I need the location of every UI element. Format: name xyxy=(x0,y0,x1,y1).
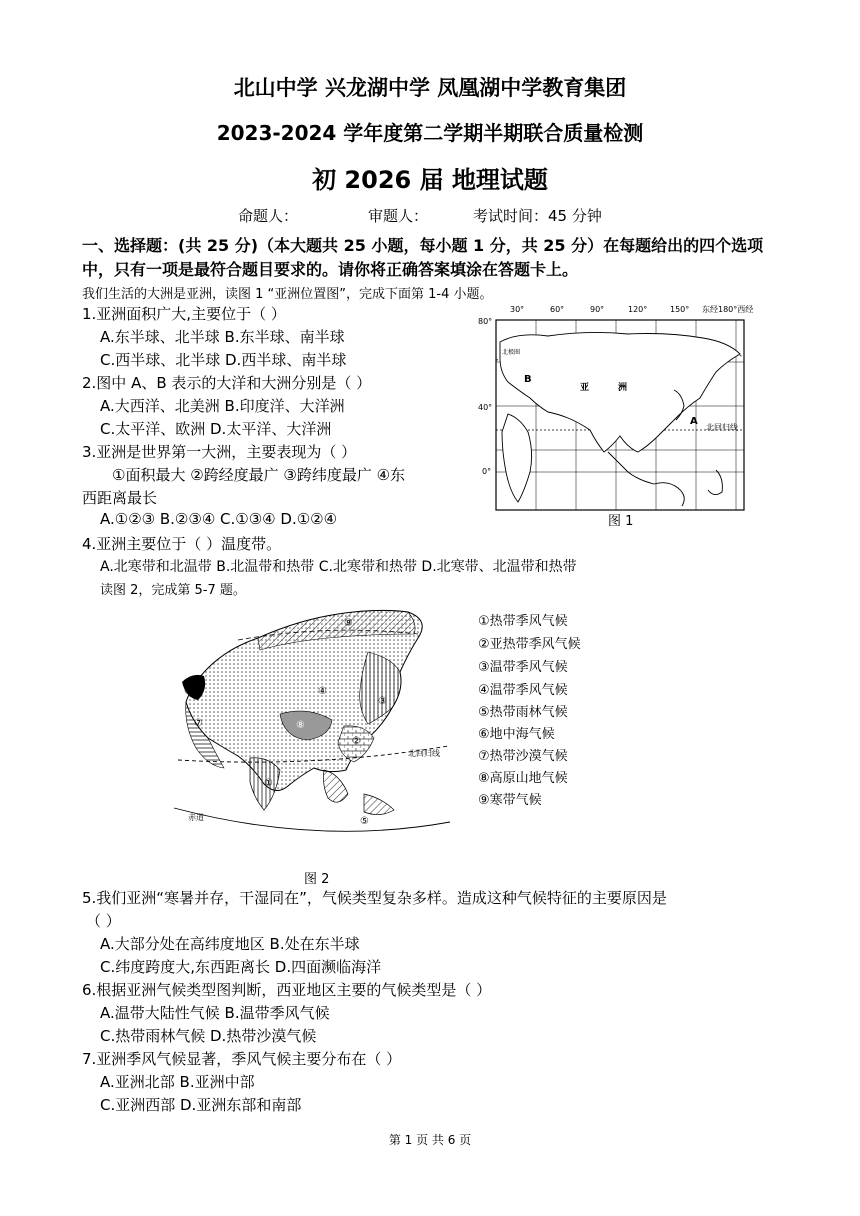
q3-statements-1: ①面积最大 ②跨经度最广 ③跨纬度最广 ④东 xyxy=(112,466,406,484)
legend-item-6: ⑥地中海气候 xyxy=(478,727,555,742)
legend-item-9: ⑨寒带气候 xyxy=(478,793,542,808)
q4-stem: 4.亚洲主要位于（ ）温度带。 xyxy=(82,535,282,553)
fig1-lat-80: 80° xyxy=(478,317,493,326)
time-label: 考试时间：45 分钟 xyxy=(473,207,602,225)
fig2-equator-label: 赤道 xyxy=(188,813,204,822)
fig2-marker-4: ④ xyxy=(318,686,327,697)
q6-stem: 6.根据亚洲气候类型图判断，西亚地区主要的气候类型是（ ） xyxy=(82,981,492,999)
fig1-lon-60: 60° xyxy=(550,305,565,314)
q5-options-1: A.大部分处在高纬度地区 B.处在东半球 xyxy=(100,935,360,953)
section-heading-line2: 中，只有一项是最符合题目要求的。请你将正确答案填涂在答题卡上。 xyxy=(82,260,579,279)
legend-item-5: ⑤热带雨林气候 xyxy=(478,705,568,720)
fig1-lat-40: 40° xyxy=(478,403,493,412)
figure1-caption: 图 1 xyxy=(608,514,634,529)
fig1-tropic-label: 北回归线 xyxy=(706,423,738,432)
legend-item-2: ②亚热带季风气候 xyxy=(478,637,581,652)
fig1-label-asia-2: 洲 xyxy=(618,383,628,393)
intro-fig1: 我们生活的大洲是亚洲，读图 1 “亚洲位置图”，完成下面第 1-4 小题。 xyxy=(82,287,493,302)
fig2-marker-2: ② xyxy=(352,736,361,747)
fig1-lon-90: 90° xyxy=(590,305,605,314)
q5-options-2: C.纬度跨度大,东西距离长 D.四面濒临海洋 xyxy=(100,958,382,976)
q2-stem: 2.图中 A、B 表示的大洋和大洲分别是（ ） xyxy=(82,374,372,392)
q3-statements-2: 西距离最长 xyxy=(82,489,158,507)
q4-options: A.北寒带和北温带 B.北温带和热带 C.北寒带和热带 D.北寒带、北温带和热带 xyxy=(100,559,577,575)
legend-item-7: ⑦热带沙漠气候 xyxy=(478,749,568,764)
fig2-marker-9: ⑨ xyxy=(344,618,353,629)
fig2-marker-6: ⑥ xyxy=(184,686,193,697)
q3-options: A.①②③ B.②③④ C.①③④ D.①②④ xyxy=(100,510,338,528)
figure1-asia-location-map xyxy=(478,302,754,514)
fig1-lon-180: 东经180°西经 xyxy=(702,305,754,314)
legend-item-4: ④温带季风气候 xyxy=(478,683,568,698)
legend-item-8: ⑧高原山地气候 xyxy=(478,771,568,786)
fig1-lon-150: 150° xyxy=(670,305,690,314)
exam-title: 初 2026 届 地理试题 xyxy=(312,166,548,194)
q7-stem: 7.亚洲季风气候显著，季风气候主要分布在（ ） xyxy=(82,1050,402,1068)
fig1-label-b: B xyxy=(524,374,532,385)
legend-item-3: ③温带季风气候 xyxy=(478,660,568,675)
reviewer-label: 审题人： xyxy=(368,207,429,225)
fig1-lon-120: 120° xyxy=(628,305,648,314)
q3-stem: 3.亚洲是世界第一大洲，主要表现为（ ） xyxy=(82,443,357,461)
page-number: 第 1 页 共 6 页 xyxy=(388,1133,472,1147)
section-heading-line1: 一、选择题：(共 25 分)（本大题共 25 小题，每小题 1 分，共 25 分）在每题给出的四个选项 xyxy=(82,236,764,255)
fig2-marker-7: ⑦ xyxy=(194,718,203,729)
q1-options-2: C.西半球、北半球 D.西半球、南半球 xyxy=(100,351,347,369)
fig2-tropic-label: 北回归线 xyxy=(408,749,440,758)
legend-item-1: ①热带季风气候 xyxy=(478,614,568,629)
q6-options-1: A.温带大陆性气候 B.温带季风气候 xyxy=(100,1004,330,1022)
figure2-caption: 图 2 xyxy=(304,872,330,887)
fig1-label-a: A xyxy=(690,416,698,427)
fig2-marker-1: ① xyxy=(264,778,273,789)
q5-stem: 5.我们亚洲“寒暑并存，干湿同在”，气候类型复杂多样。造成这种气候特征的主要原因是 xyxy=(82,889,667,907)
school-line: 北山中学 兴龙湖中学 凤凰湖中学教育集团 xyxy=(233,76,627,100)
fig2-marker-5: ⑤ xyxy=(360,816,369,827)
q2-options-2: C.太平洋、欧洲 D.太平洋、大洋洲 xyxy=(100,420,332,438)
figure2-asia-climate-map xyxy=(168,598,458,870)
fig2-marker-8: ⑧ xyxy=(296,720,305,731)
q7-options-1: A.亚洲北部 B.亚洲中部 xyxy=(100,1073,255,1091)
fig1-label-asia-1: 亚 xyxy=(580,383,590,393)
term-line: 2023-2024 学年度第二学期半期联合质量检测 xyxy=(216,121,644,145)
fig1-lat-0: 0° xyxy=(482,467,492,476)
fig2-marker-3: ③ xyxy=(378,696,387,707)
fig1-lon-30: 30° xyxy=(510,305,525,314)
setter-label: 命题人： xyxy=(238,207,299,225)
q5-stem-2: （ ） xyxy=(86,912,121,930)
q7-options-2: C.亚洲西部 D.亚洲东部和南部 xyxy=(100,1096,302,1114)
fig1-arctic-label: 北极圈 xyxy=(502,349,521,356)
q2-options-1: A.大西洋、北美洲 B.印度洋、大洋洲 xyxy=(100,397,345,415)
q1-stem: 1.亚洲面积广大,主要位于（ ） xyxy=(82,305,286,323)
intro-fig2: 读图 2，完成第 5-7 题。 xyxy=(100,583,246,598)
q1-options-1: A.东半球、北半球 B.东半球、南半球 xyxy=(100,328,345,346)
q6-options-2: C.热带雨林气候 D.热带沙漠气候 xyxy=(100,1027,317,1045)
